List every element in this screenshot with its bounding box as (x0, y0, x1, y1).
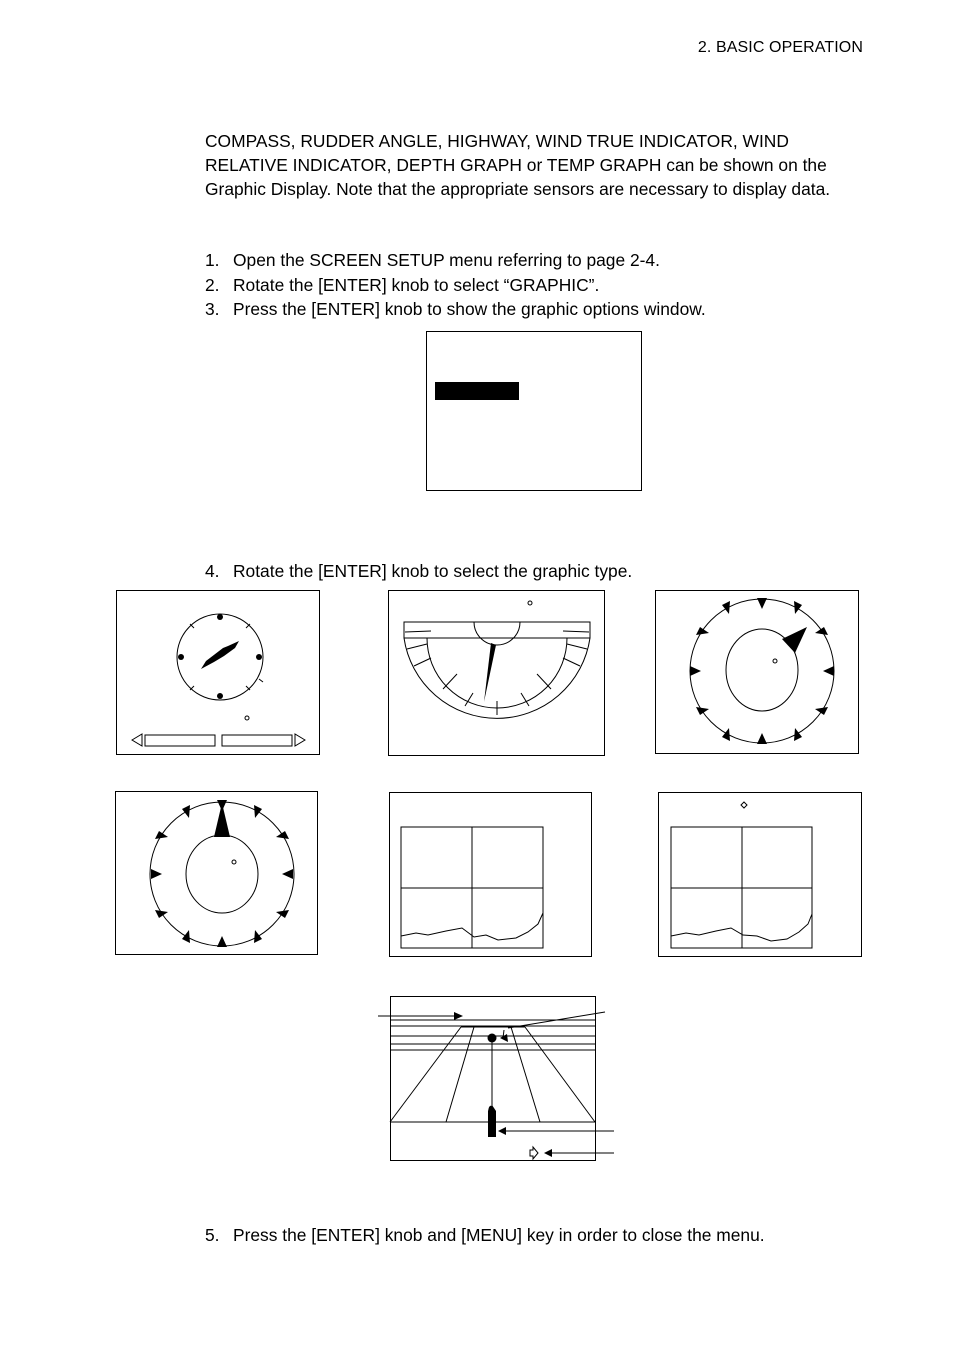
step-text: Press the [ENTER] knob to show the graphic options window. (233, 299, 706, 319)
step-number: 1. (205, 250, 220, 270)
wind-relative-indicator-icon (654, 589, 861, 756)
depth-graph-icon (388, 791, 594, 959)
highway-icon (378, 994, 616, 1164)
step-text: Press the [ENTER] knob and [MENU] key in order to close the menu. (233, 1225, 765, 1245)
wind-true-indicator-icon (114, 790, 320, 957)
step-3 (205, 297, 706, 322)
step-4 (205, 559, 632, 584)
step-number: 2. (205, 274, 220, 295)
step-number: 5. (205, 1225, 220, 1245)
compass-icon (115, 589, 322, 757)
step-text: Open the SCREEN SETUP menu referring to page 2-4. (233, 250, 660, 270)
step-5 (205, 1223, 765, 1248)
steps-1-3 (205, 248, 706, 322)
step-2 (205, 273, 706, 298)
step-number: 4. (205, 561, 220, 581)
step-text: Rotate the [ENTER] knob to select “GRAPHIC”. (233, 274, 600, 295)
graphic-options-window (425, 330, 644, 492)
temp-graph-icon (657, 791, 864, 959)
step-1 (205, 248, 706, 273)
intro-paragraph: COMPASS, RUDDER ANGLE, HIGHWAY, WIND TRUE INDICATOR, WIND RELATIVE INDICATOR, DEPTH GRAPH or TEMP GRAPH can be shown on the Graphic Display. Note that the appropriate sensors are necessary to display data. (205, 131, 831, 199)
step-number: 3. (205, 299, 220, 319)
step-text: Rotate the [ENTER] knob to select the graphic type. (233, 561, 633, 581)
selected-option-highlight (435, 382, 519, 400)
page-header: 2. BASIC OPERATION (697, 39, 863, 56)
rudder-angle-icon (387, 589, 607, 758)
